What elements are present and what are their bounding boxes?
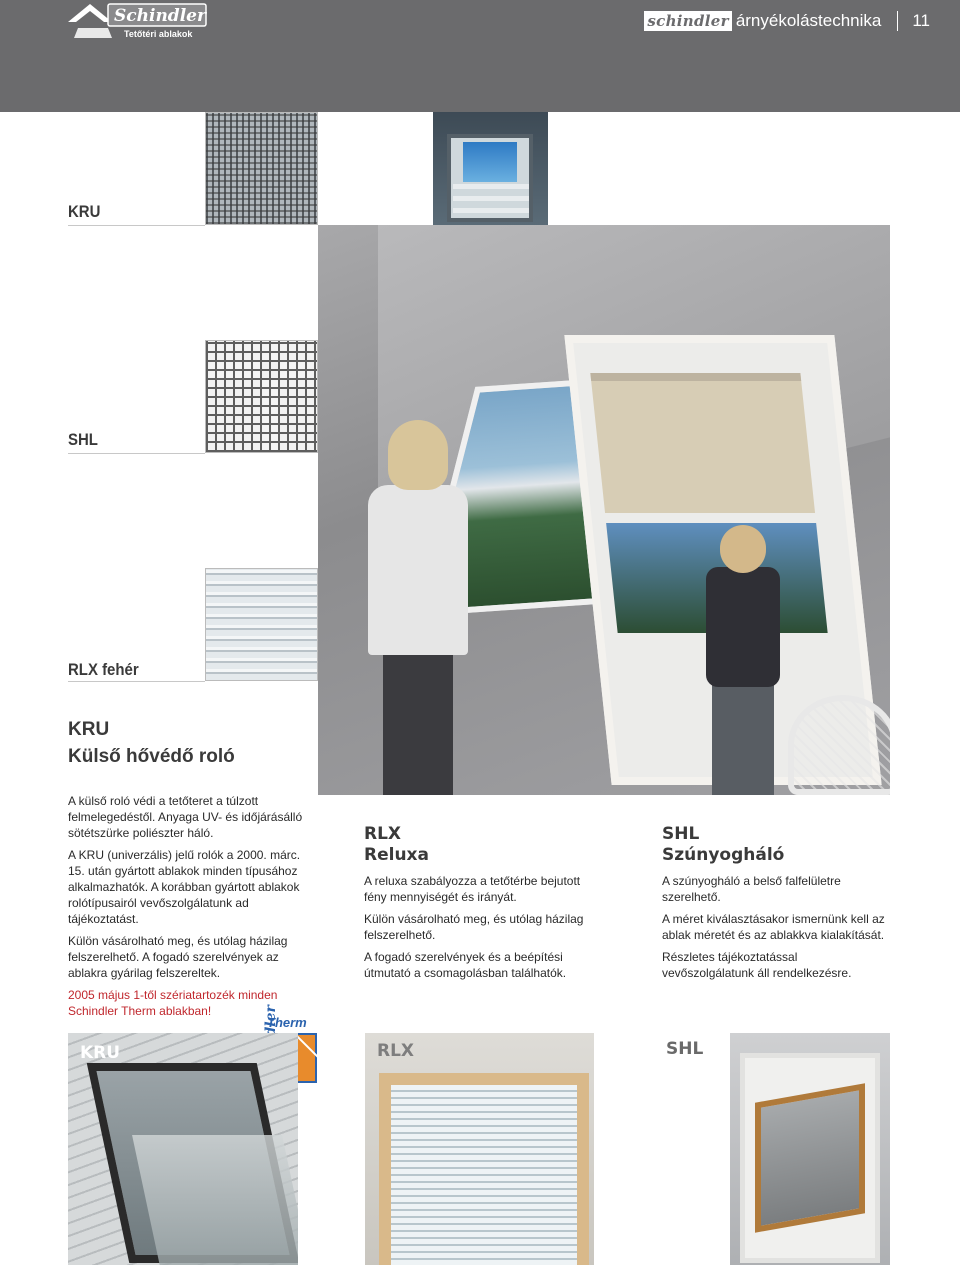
rlx-code-heading: RLX <box>364 824 402 844</box>
section-title: árnyékolástechnika <box>735 11 882 30</box>
shl-paragraph: Részletes tájékoztatással vevőszolgálatunk áll rendelkezésre. <box>662 950 852 980</box>
rlx-paragraph: A fogadó szerelvények és a beépítési útmutató a csomagolásban találhatók. <box>364 950 567 980</box>
kru-product-photo <box>68 1033 298 1265</box>
kru-paragraph: Külön vásárolható meg, és utólag házilag felszerelhető. A fogadó szerelvények az ablakra gyárilag felszereltek. <box>68 934 288 980</box>
kru-code-heading: KRU <box>68 719 110 740</box>
svg-text:Tetőtéri ablakok: Tetőtéri ablakok <box>124 29 193 39</box>
brand-wordmark: schindler <box>644 11 731 31</box>
window-photo-top <box>433 112 548 225</box>
divider <box>68 681 205 682</box>
main-photo-attic-windows <box>318 225 890 795</box>
swatch-label-rlx: RLX fehér <box>68 660 139 679</box>
kru-note: 2005 május 1-től szériatartozék minden Schindler Therm ablakban! <box>68 988 278 1018</box>
rlx-description <box>364 873 604 987</box>
divider <box>68 453 205 454</box>
schindler-logo <box>68 2 208 42</box>
shl-product-photo <box>660 1033 890 1265</box>
shl-code-heading: SHL <box>662 824 700 844</box>
shl-paragraph: A méret kiválasztásakor ismernünk kell az ablak méretét és az ablakkva kialakítását. <box>662 912 885 942</box>
divider <box>68 225 205 226</box>
swatch-label-shl: SHL <box>68 430 98 449</box>
kru-title-heading: Külső hővédő roló <box>68 746 235 767</box>
page-header <box>0 0 960 112</box>
kru-texture-swatch <box>205 112 318 225</box>
page-number: 11 <box>912 11 930 30</box>
kru-description <box>68 793 308 1025</box>
kru-paragraph: A KRU (univerzális) jelű rolók a 2000. márc. 15. után gyártott ablakok minden típusához alkalmazhatók. A korábban gyártott ablakok rolótípusairól vevőszolgálatunk ad tájékoztatást. <box>68 848 301 926</box>
rlx-product-photo <box>365 1033 594 1265</box>
rlx-paragraph: Külön vásárolható meg, és utólag házilag felszerelhető. <box>364 912 584 942</box>
header-divider <box>897 11 898 31</box>
shl-title-heading: Szúnyogháló <box>662 845 785 865</box>
kru-photo-label: KRU <box>80 1043 121 1063</box>
svg-text:Schindler: Schindler <box>114 6 206 26</box>
rlx-title-heading: Reluxa <box>364 845 429 865</box>
therm-logo-tag: Therm <box>267 1015 307 1030</box>
rlx-texture-swatch <box>205 568 318 681</box>
shl-photo-label: SHL <box>666 1039 704 1059</box>
header-title-group <box>644 10 930 32</box>
rlx-paragraph: A reluxa szabályozza a tetőtérbe bejutott fény mennyiségét és irányát. <box>364 874 581 904</box>
kru-paragraph: A külső roló védi a tetőteret a túlzott felmelegedéstől. Anyaga UV- és időjárásálló sötétszürke poliészter háló. <box>68 794 303 840</box>
shl-texture-swatch <box>205 340 318 453</box>
shl-paragraph: A szúnyogháló a belső falfelületre szerelhető. <box>662 874 841 904</box>
rlx-photo-label: RLX <box>377 1041 415 1061</box>
shl-description <box>662 873 892 987</box>
swatch-label-kru: KRU <box>68 202 101 221</box>
